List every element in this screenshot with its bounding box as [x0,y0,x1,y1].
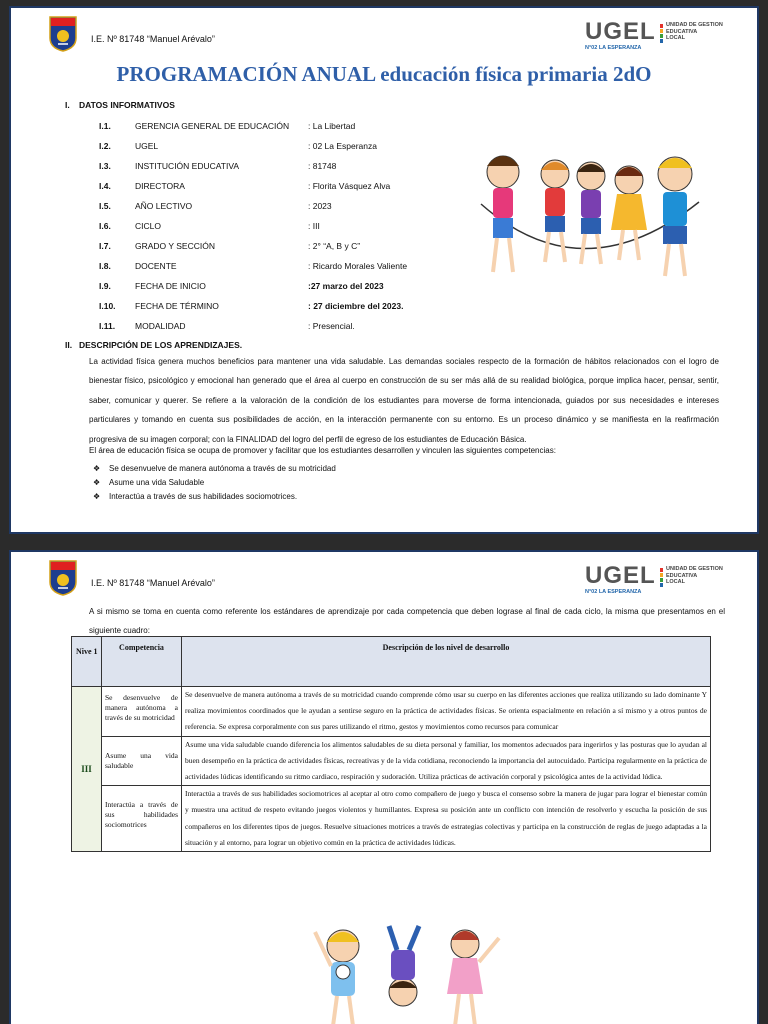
info-number: I.9. [99,281,111,291]
info-value: : La Libertad [308,121,356,131]
info-label: DIRECTORA [135,181,185,191]
info-value: :27 marzo del 2023 [308,281,384,291]
info-number: I.1. [99,121,111,131]
header-level: Nive 1 [72,637,102,687]
info-row [91,218,471,238]
info-label: UGEL [135,141,159,151]
info-label: GERENCIA GENERAL DE EDUCACIÓN [135,121,290,131]
descripcion-cell: Se desenvuelve de manera autónoma a través de su motricidad cuando comprende cómo usar su cuerpo en las diferentes acciones que realiza utilizando su lado dominante Y realiza movimientos coordinados que le ayudan a sentirse seguro en la práctica de actividades físicas. Se orienta espacialmente en relación a sí mismo y a otros puntos de referencia. Se expresa corporalmente con sus pares utilizando el ritmo, gestos y movimientos como recursos para comunicar [182,687,711,737]
info-row [91,138,471,158]
section-heading-datos: I. DATOS INFORMATIVOS [65,100,175,110]
ugel-subtitle: N°02 LA ESPERANZA [585,589,642,595]
level-cell: III [72,687,102,852]
info-value: : III [308,221,320,231]
table-row [72,687,711,737]
competencias-intro: El área de educación física se ocupa de promover y facilitar que los estudiantes desarrollen y vinculen las siguientes competencias: [89,446,556,455]
info-row [91,238,471,258]
kids-jumping-rope-illustration [463,144,715,286]
school-name: I.E. Nº 81748 “Manuel Arévalo” [91,34,215,44]
ugel-subtitle: N°02 LA ESPERANZA [585,45,642,51]
list-item: ❖ Se desenvuelve de manera autónoma a través de su motricidad [93,464,336,473]
ugel-unit-text: UNIDAD DE GESTION EDUCATIVA LOCAL [666,22,723,41]
info-row [91,178,471,198]
competencia-cell: Interactúa a través de sus habilidades sociomotrices [102,786,182,852]
info-number: I.3. [99,161,111,171]
info-row [91,278,471,298]
info-value: : 2° “A, B y C” [308,241,361,251]
ugel-color-stripes [660,568,663,586]
table-row [72,736,711,786]
page-header [11,8,757,60]
ugel-logo [585,18,745,54]
info-row [91,198,471,218]
list-item: ❖ Asume una vida Saludable [93,478,205,487]
descripcion-cell: Interactúa a través de sus habilidades sociomotrices al aceptar al otro como compañero de juego y busca el consenso sobre la manera de jugar para lograr el bienestar común y muestra una actitud de respeto evitando juegos violentos y humillantes. Expresa su posición ante un conflicto con intención de resolverlo y escucha la posición de sus compañeros en los diferentes tipos de juegos. Resuelve situaciones motrices a través de estrategias colectivas y participa en la construcción de reglas de juego adaptadas a la situación y al entorno, para lograr un objetivo común en la práctica de actividades lúdicas. [182,786,711,852]
ugel-unit-text: UNIDAD DE GESTION EDUCATIVA LOCAL [666,566,723,585]
school-name: I.E. Nº 81748 “Manuel Arévalo” [91,578,215,588]
info-number: I.6. [99,221,111,231]
info-value: : Ricardo Morales Valiente [308,261,408,271]
page-header [11,552,757,604]
document-page-1 [9,6,759,534]
info-label: GRADO Y SECCIÓN [135,241,215,251]
info-label: FECHA DE INICIO [135,281,206,291]
competencias-list [93,464,336,506]
info-value: : Presencial. [308,321,355,331]
info-number: I.2. [99,141,111,151]
info-label: INSTITUCIÓN EDUCATIVA [135,161,240,171]
description-paragraph: La actividad física genera muchos beneficios para mantener una vida saludable. Las demandas sociales respecto de la formación de hábitos relacionados con el logro de bienestar físico, psicológico y emocional han generado que el área al cuerpo en construcción de su ser más allá de su realidad biológica, porque implica hacer, pensar, sentir, saber, comunicar y querer. Se refiere a la valoración de la condición de los estudiantes para moverse de forma intencionada, guiados por sus necesidades e intereses particulares y tomando en cuenta sus posibilidades de acción, en la interacción permanente con su entorno. Es un proceso dinámico y se manifiesta en la reafirmación progresiva de su imagen corporal; con la FINALIDAD del logro del perfil de egreso de los estudiantes de Educación Básica. [89,357,719,444]
school-shield-logo [49,560,77,596]
header-competencia: Competencia [102,637,182,687]
info-list [91,118,471,338]
info-row [91,318,471,338]
info-label: CICLO [135,221,161,231]
info-value: : 27 diciembre del 2023. [308,301,404,311]
info-number: I.8. [99,261,111,271]
info-value: : 2023 [308,201,332,211]
info-value: : 02 La Esperanza [308,141,377,151]
header-descripcion: Descripción de los nivel de desarrollo [182,637,711,687]
table-row [72,786,711,852]
competencia-cell: Se desenvuelve de manera autónoma a través de su motricidad [102,687,182,737]
info-number: I.10. [99,301,116,311]
competencia-cell: Asume una vida saludable [102,736,182,786]
ugel-wordmark: UGEL [585,18,656,45]
section-heading-descripcion: II. DESCRIPCIÓN DE LOS APRENDIZAJES. [65,340,243,350]
info-label: FECHA DE TÉRMINO [135,301,219,311]
info-value: : Florita Vásquez Alva [308,181,391,191]
kids-exercising-illustration [303,922,513,1024]
info-label: DOCENTE [135,261,177,271]
info-row [91,158,471,178]
standards-table [71,636,711,852]
info-label: MODALIDAD [135,321,186,331]
ugel-logo [585,562,745,598]
info-row [91,298,471,318]
info-label: AÑO LECTIVO [135,201,193,211]
info-row [91,118,471,138]
descripcion-cell: Asume una vida saludable cuando diferencia los alimentos saludables de su dieta personal y familiar, los momentos adecuados para ingerirlos y las posturas que lo ayudan al buen desempeño en la práctica de actividades físicas, recreativas y de la vida cotidiana, reconociendo la importancia del autocuidado. Participa regularmente en la práctica de actividades lúdicas identificando su ritmo cardiaco, respiración y sudoración. Utiliza prácticas de activación corporal y psicológica antes de la actividad lúdica. [182,736,711,786]
info-number: I.4. [99,181,111,191]
info-row [91,258,471,278]
info-value: : 81748 [308,161,337,171]
ugel-color-stripes [660,24,663,42]
school-shield-logo [49,16,77,52]
page-title: PROGRAMACIÓN ANUAL educación física primaria 2dO [116,62,652,86]
table-header-row [72,637,711,687]
document-page-2 [9,550,759,1024]
info-number: I.7. [99,241,111,251]
list-item: ❖ Interactúa a través de sus habilidades sociomotrices. [93,492,298,501]
info-number: I.5. [99,201,111,211]
standards-intro: A si mismo se toma en cuenta como referente los estándares de aprendizaje por cada competencia que deben lograse al final de cada ciclo, la misma que presentamos en el siguiente cuadro: [89,607,725,635]
ugel-wordmark: UGEL [585,562,656,589]
info-number: I.11. [99,321,116,331]
